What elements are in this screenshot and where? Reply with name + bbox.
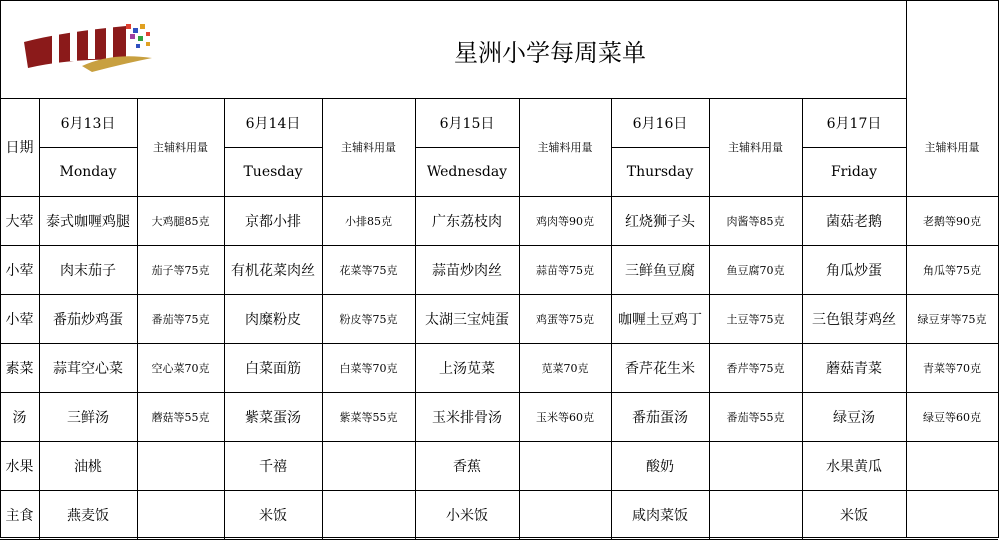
dish-cell: 红烧狮子头	[625, 213, 695, 230]
dish-cell: 三鲜鱼豆腐	[625, 262, 695, 279]
day-weekday: Thursday	[626, 163, 694, 180]
amount-header: 主辅料用量	[153, 141, 208, 154]
amount-cell	[709, 441, 802, 490]
row-label: 小荤	[5, 262, 34, 279]
amount-cell: 鱼豆腐70克	[726, 263, 785, 277]
dish-cell: 角瓜炒蛋	[826, 262, 882, 279]
dish-cell: 上汤苋菜	[439, 360, 495, 377]
day-weekday: Wednesday	[426, 163, 508, 180]
amount-cell: 花菜等75克	[339, 263, 398, 277]
dish-cell: 咸肉菜饭	[632, 507, 688, 524]
amount-cell	[137, 441, 224, 490]
dish-cell: 米饭	[840, 507, 868, 524]
amount-cell: 小排85克	[345, 214, 392, 228]
day-date: 6月14日	[245, 115, 301, 132]
amount-cell: 番茄等75克	[151, 312, 210, 326]
amount-cell: 蒜苗等75克	[536, 263, 594, 277]
dish-cell: 酸奶	[646, 458, 674, 475]
page-title: 星洲小学每周菜单	[454, 38, 646, 67]
amount-cell	[519, 490, 611, 539]
dish-cell: 香蕉	[453, 458, 481, 475]
amount-cell: 蘑菇等55克	[151, 410, 210, 424]
amount-cell	[906, 441, 998, 490]
amount-cell: 肉酱等85克	[726, 214, 785, 228]
amount-cell: 土豆等75克	[726, 312, 785, 326]
amount-cell	[709, 490, 802, 539]
day-weekday: Monday	[59, 163, 117, 180]
day-date: 6月15日	[439, 115, 495, 132]
amount-cell: 香芹等75克	[726, 361, 785, 375]
dish-cell: 肉糜粉皮	[245, 311, 301, 328]
dish-cell: 香芹花生米	[625, 360, 695, 377]
amount-cell	[906, 490, 998, 539]
amount-cell: 老鹅等90克	[923, 214, 981, 228]
day-date: 6月13日	[60, 115, 116, 132]
amount-cell	[137, 490, 224, 539]
amount-cell: 茄子等75克	[151, 263, 210, 277]
amount-cell: 白菜等70克	[339, 361, 398, 375]
dish-cell: 水果黄瓜	[826, 458, 882, 475]
amount-header: 主辅料用量	[537, 141, 593, 154]
day-weekday: Friday	[830, 163, 878, 180]
dish-cell: 太湖三宝炖蛋	[425, 311, 509, 328]
dish-cell: 菌菇老鹅	[826, 213, 882, 230]
date-header: 日期	[5, 140, 34, 156]
dish-cell: 千禧	[259, 458, 287, 475]
amount-cell: 玉米等60克	[536, 410, 594, 424]
dish-cell: 燕麦饭	[67, 507, 109, 524]
dish-cell: 三色银芽鸡丝	[812, 311, 896, 328]
dish-cell: 番茄蛋汤	[632, 409, 688, 426]
amount-cell: 空心菜70克	[151, 361, 210, 375]
amount-cell: 粉皮等75克	[339, 312, 398, 326]
row-label: 水果	[5, 458, 34, 475]
amount-cell: 绿豆等60克	[923, 410, 981, 424]
amount-cell: 绿豆芽等75克	[917, 312, 987, 326]
dish-cell: 泰式咖喱鸡腿	[46, 213, 130, 230]
dish-cell: 白菜面筋	[245, 360, 301, 377]
dish-cell: 小米饭	[446, 507, 488, 524]
dish-cell: 蒜茸空心菜	[53, 360, 123, 377]
dish-cell: 咖喱土豆鸡丁	[618, 311, 702, 328]
row-label: 小荤	[5, 311, 34, 328]
amount-cell	[322, 490, 415, 539]
row-label: 主食	[5, 507, 34, 524]
amount-cell: 紫菜等55克	[339, 410, 398, 424]
day-weekday: Tuesday	[243, 163, 303, 180]
dish-cell: 广东荔枝肉	[432, 213, 502, 230]
amount-cell	[519, 441, 611, 490]
dish-cell: 蘑菇青菜	[826, 360, 882, 377]
dish-cell: 蒜苗炒肉丝	[432, 262, 502, 279]
dish-cell: 有机花菜肉丝	[231, 262, 315, 279]
dish-cell: 三鲜汤	[67, 409, 109, 426]
amount-cell: 苋菜70克	[541, 361, 589, 375]
dish-cell: 肉末茄子	[60, 262, 116, 279]
dish-cell: 番茄炒鸡蛋	[53, 311, 123, 328]
dish-cell: 米饭	[259, 507, 287, 524]
dish-cell: 玉米排骨汤	[432, 409, 502, 426]
amount-cell: 角瓜等75克	[923, 263, 981, 277]
row-label: 汤	[12, 409, 27, 426]
amount-header: 主辅料用量	[924, 141, 980, 154]
school-logo-icon	[22, 14, 162, 74]
amount-cell: 鸡蛋等75克	[536, 312, 594, 326]
dish-cell: 京都小排	[245, 213, 301, 230]
amount-header: 主辅料用量	[728, 141, 783, 154]
day-date: 6月17日	[826, 115, 882, 132]
day-date: 6月16日	[632, 115, 688, 132]
dish-cell: 紫菜蛋汤	[245, 409, 301, 426]
amount-cell: 番茄等55克	[726, 410, 785, 424]
amount-cell: 鸡肉等90克	[536, 214, 594, 228]
amount-cell: 青菜等70克	[923, 361, 981, 375]
amount-cell	[322, 441, 415, 490]
row-label: 素菜	[5, 360, 34, 377]
row-label: 大荤	[5, 213, 34, 230]
amount-cell: 大鸡腿85克	[151, 214, 210, 228]
amount-header: 主辅料用量	[341, 141, 396, 154]
dish-cell: 绿豆汤	[833, 409, 875, 426]
dish-cell: 油桃	[74, 458, 102, 475]
